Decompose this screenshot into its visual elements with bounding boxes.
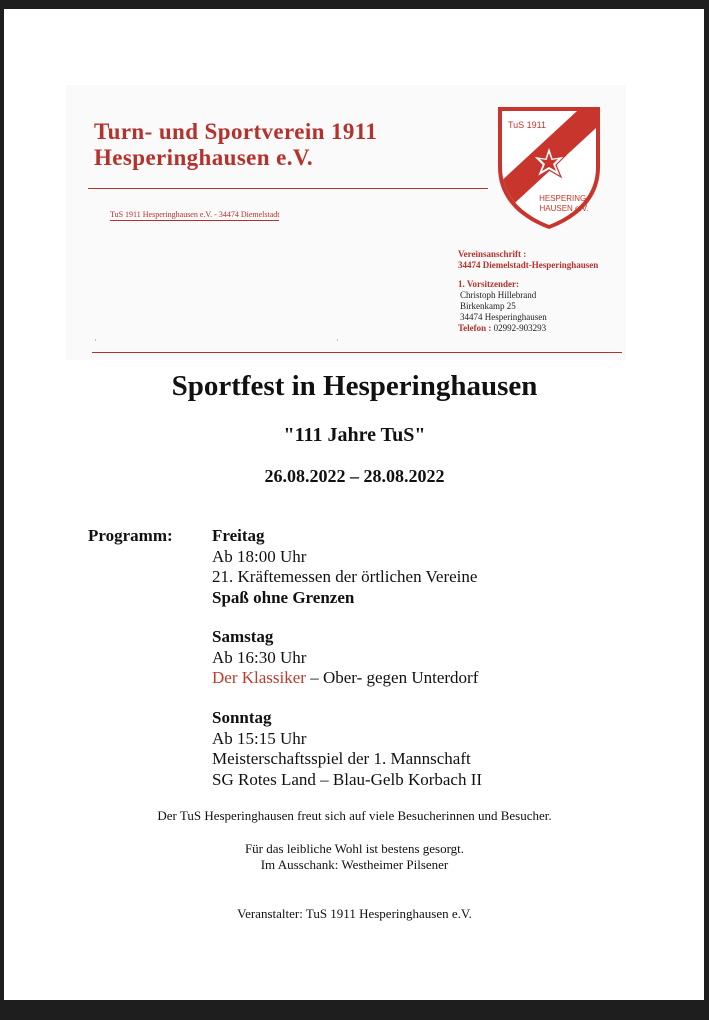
- friday-time: Ab 18:00 Uhr: [212, 546, 307, 566]
- letterhead-bottom-rule: [92, 352, 622, 353]
- telefon-value: 02992-903293: [493, 323, 547, 333]
- saturday-highlight: Der Klassiker: [212, 668, 306, 687]
- letterhead-divider: [88, 188, 488, 189]
- fold-mark: ·: [94, 335, 97, 345]
- club-name-line2: Hesperinghausen e.V.: [94, 145, 314, 170]
- fold-mark: ·: [336, 335, 339, 345]
- sunday-block: [212, 708, 482, 790]
- event-title: Sportfest in Hesperinghausen: [171, 370, 538, 402]
- sunday-line2: SG Rotes Land – Blau-Gelb Korbach II: [212, 769, 483, 789]
- sunday-line1: Meisterschaftsspiel der 1. Mannschaft: [212, 749, 471, 768]
- programm-label: Programm:: [88, 526, 173, 545]
- telefon-label: Telefon :: [458, 323, 492, 333]
- organizer-note: Veranstalter: TuS 1911 Hesperinghausen e.V.: [237, 906, 472, 921]
- vorsitzender-city: 34474 Hesperinghausen: [460, 312, 547, 322]
- friday-line2: Spaß ohne Grenzen: [212, 587, 355, 607]
- vorsitzender-label: 1. Vorsitzender:: [458, 279, 519, 289]
- logo-bottom-text-2: HAUSEN e.V.: [539, 204, 589, 213]
- saturday-rest: – Ober- gegen Unterdorf: [305, 668, 479, 687]
- visitors-note: Der TuS Hesperinghausen freut sich auf viele Besucherinnen und Besucher.: [157, 808, 552, 823]
- saturday-block: [212, 627, 478, 689]
- contact-block: [458, 249, 598, 334]
- saturday-heading: Samstag: [212, 627, 274, 646]
- saturday-time: Ab 16:30 Uhr: [212, 647, 307, 667]
- event-subtitle: "111 Jahre TuS": [283, 424, 426, 446]
- friday-heading: Freitag: [212, 526, 265, 545]
- food-note: Für das leibliche Wohl ist bestens gesorgt.: [244, 841, 465, 856]
- friday-line1: 21. Kräftemessen der örtlichen Vereine: [212, 567, 478, 586]
- vorsitzender-name: Christoph Hillebrand: [460, 290, 537, 300]
- logo-top-text: TuS 1911: [508, 120, 547, 130]
- logo-bottom-text-1: HESPERING-: [539, 194, 589, 203]
- drinks-note: Im Ausschank: Westheimer Pilsener: [260, 857, 449, 872]
- club-name: [94, 119, 377, 171]
- club-name-line1: Turn- und Sportverein 1911: [94, 119, 378, 144]
- club-crest-logo: [494, 105, 604, 229]
- event-dates: 26.08.2022 – 28.08.2022: [264, 466, 445, 486]
- vorsitzender-street: Birkenkamp 25: [460, 301, 516, 311]
- saturday-line1: [212, 668, 478, 689]
- sunday-time: Ab 15:15 Uhr: [212, 728, 307, 748]
- return-address: TuS 1911 Hesperinghausen e.V. - 34474 Diemelstadt: [110, 210, 280, 219]
- friday-block: [212, 526, 477, 608]
- letterhead: [66, 85, 626, 360]
- vereinsanschrift-label: Vereinsanschrift :: [458, 249, 527, 259]
- sunday-heading: Sonntag: [212, 708, 272, 727]
- vereinsanschrift-value: 34474 Diemelstadt-Hesperinghausen: [458, 260, 599, 270]
